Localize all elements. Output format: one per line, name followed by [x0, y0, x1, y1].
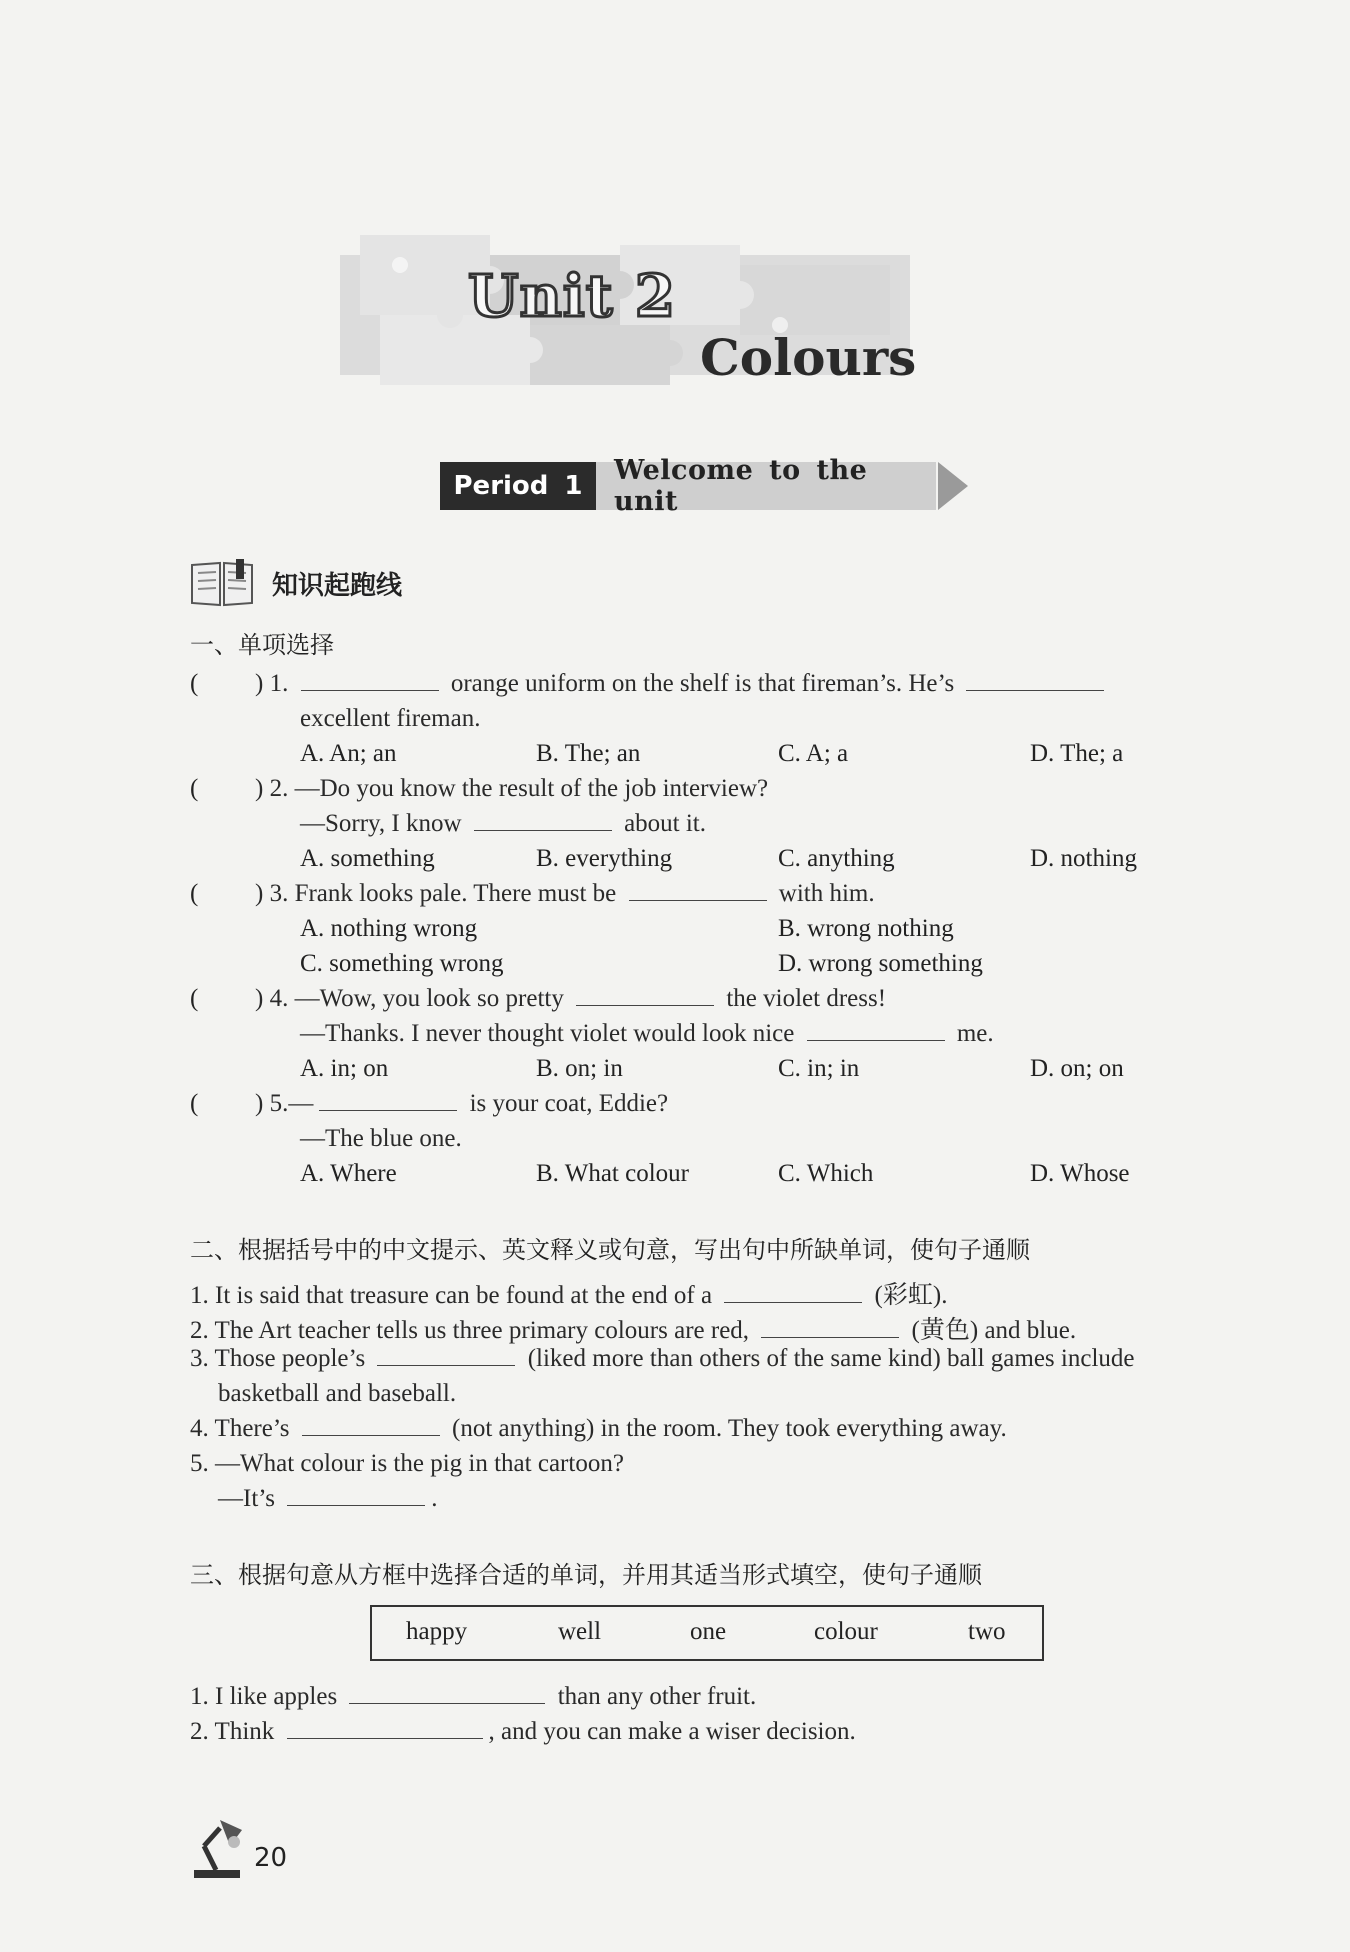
answer-blank[interactable] [287, 1504, 425, 1506]
fill-item-5: 5. —What colour is the pig in that cartoon? [190, 1450, 624, 1477]
option-c[interactable]: C. anything [778, 845, 895, 872]
option-b[interactable]: B. on; in [536, 1055, 623, 1082]
answer-blank[interactable] [301, 689, 439, 691]
fill-item-3 [190, 1345, 1134, 1373]
answer-blank[interactable] [349, 1702, 545, 1704]
item-text: 2. Think [190, 1718, 275, 1745]
option-b[interactable]: B. What colour [536, 1160, 689, 1187]
item-text: (liked more than others of the same kind) ball games include [527, 1345, 1135, 1372]
item-text: 1. I like apples [190, 1683, 338, 1710]
question-text: —Do you know the result of the job interview? [294, 775, 769, 802]
section-heading [190, 558, 402, 608]
period-name: Welcome to the unit [596, 462, 936, 510]
question-text: — [288, 1090, 314, 1117]
question-text: me. [956, 1020, 994, 1047]
option-c[interactable]: C. A; a [778, 740, 849, 767]
word-bank-item: colour [814, 1618, 878, 1645]
part1-title: 一、单项选择 [190, 631, 334, 659]
question-text: orange uniform on the shelf is that fireman’s. He’s [450, 670, 955, 697]
question-number: ) 3. [255, 880, 289, 907]
fill-item-1 [190, 1275, 947, 1311]
item-text: 4. There’s [190, 1415, 290, 1442]
question-number: ) 5. [255, 1090, 289, 1117]
answer-paren: ( [190, 670, 199, 697]
period-tag-word: Period [453, 471, 549, 501]
answer-blank[interactable] [377, 1364, 515, 1366]
section-heading-text: 知识起跑线 [272, 570, 403, 601]
page-number: 20 [254, 1843, 288, 1873]
option-a[interactable]: A. Where [300, 1160, 397, 1187]
fill-item-5-reply [218, 1485, 437, 1513]
option-c[interactable]: C. Which [778, 1160, 874, 1187]
answer-blank[interactable] [576, 1004, 714, 1006]
word-bank [370, 1605, 1044, 1661]
option-d[interactable]: D. The; a [1030, 740, 1124, 767]
unit-title: Unit 2 [468, 262, 677, 330]
word-bank-item: one [690, 1618, 727, 1645]
question-text: —Wow, you look so pretty [294, 985, 564, 1012]
item-text: (彩虹). [874, 1282, 948, 1309]
book-icon [190, 559, 254, 607]
answer-paren: ( [190, 985, 199, 1012]
lamp-icon [190, 1816, 248, 1880]
item-text: , and you can make a wiser decision. [488, 1718, 856, 1745]
part3-title: 三、根据句意从方框中选择合适的单词，并用其适当形式填空，使句子通顺 [190, 1561, 982, 1589]
option-d[interactable]: D. nothing [1030, 845, 1137, 872]
option-d[interactable]: D. wrong something [778, 950, 983, 977]
question-text: the violet dress! [726, 985, 887, 1012]
question-text: is your coat, Eddie? [469, 1090, 669, 1117]
question-number: ) 1. [255, 670, 289, 697]
question-2-reply [300, 810, 706, 838]
fill-item-3-cont: basketball and baseball. [218, 1380, 457, 1407]
answer-paren: ( [190, 775, 199, 802]
word-fill-item-2 [190, 1718, 856, 1746]
answer-blank[interactable] [302, 1434, 440, 1436]
question-5 [255, 1090, 668, 1118]
question-text: with him. [778, 880, 875, 907]
period-tag [440, 462, 596, 510]
question-2 [255, 775, 768, 803]
item-text: (黄色) and blue. [911, 1317, 1077, 1344]
answer-blank[interactable] [966, 689, 1104, 691]
fill-item-2 [190, 1310, 1076, 1346]
answer-blank[interactable] [319, 1109, 457, 1111]
option-d[interactable]: D. on; on [1030, 1055, 1124, 1082]
question-5-reply: —The blue one. [300, 1125, 462, 1152]
option-a[interactable]: A. nothing wrong [300, 915, 478, 942]
answer-blank[interactable] [807, 1039, 945, 1041]
question-text: —Thanks. I never thought violet would look nice [300, 1020, 795, 1047]
option-c[interactable]: C. in; in [778, 1055, 860, 1082]
answer-blank[interactable] [629, 899, 767, 901]
question-4 [255, 985, 886, 1013]
answer-blank[interactable] [724, 1301, 862, 1303]
question-text: —Sorry, I know [300, 810, 462, 837]
question-1 [255, 670, 1110, 698]
option-d[interactable]: D. Whose [1030, 1160, 1130, 1187]
option-a[interactable]: A. in; on [300, 1055, 389, 1082]
answer-paren: ( [190, 1090, 199, 1117]
part2-title: 二、根据括号中的中文提示、英文释义或句意，写出句中所缺单词，使句子通顺 [190, 1236, 1030, 1264]
item-text: (not anything) in the room. They took everything away. [452, 1415, 1007, 1442]
word-bank-item: well [558, 1618, 602, 1645]
word-bank-item: two [968, 1618, 1006, 1645]
item-text: 1. It is said that treasure can be found at the end of a [190, 1282, 713, 1309]
option-a[interactable]: A. An; an [300, 740, 397, 767]
arrow-right-icon [938, 462, 968, 510]
question-4-reply [300, 1020, 994, 1048]
answer-paren: ( [190, 880, 199, 907]
word-fill-item-1 [190, 1683, 756, 1711]
question-text: Frank looks pale. There must be [294, 880, 617, 907]
option-a[interactable]: A. something [300, 845, 435, 872]
option-b[interactable]: B. everything [536, 845, 673, 872]
question-text: about it. [624, 810, 706, 837]
item-text: —It’s [218, 1485, 275, 1512]
item-text: . [431, 1485, 438, 1512]
item-text: 3. Those people’s [190, 1345, 366, 1372]
item-text: 2. The Art teacher tells us three primary colours are red, [190, 1317, 750, 1344]
option-b[interactable]: B. wrong nothing [778, 915, 954, 942]
answer-blank[interactable] [761, 1336, 899, 1338]
period-banner [440, 455, 970, 517]
option-c[interactable]: C. something wrong [300, 950, 504, 977]
word-bank-item: happy [406, 1618, 468, 1645]
unit-subtitle: Colours [700, 328, 917, 387]
option-b[interactable]: B. The; an [536, 740, 641, 767]
question-number: ) 2. [255, 775, 289, 802]
answer-blank[interactable] [474, 829, 612, 831]
period-tag-number: 1 [564, 471, 583, 501]
item-text: than any other fruit. [557, 1683, 757, 1710]
answer-blank[interactable] [287, 1737, 483, 1739]
fill-item-4 [190, 1415, 1007, 1443]
question-number: ) 4. [255, 985, 289, 1012]
question-3 [255, 880, 875, 908]
question-1-cont: excellent fireman. [300, 705, 481, 732]
